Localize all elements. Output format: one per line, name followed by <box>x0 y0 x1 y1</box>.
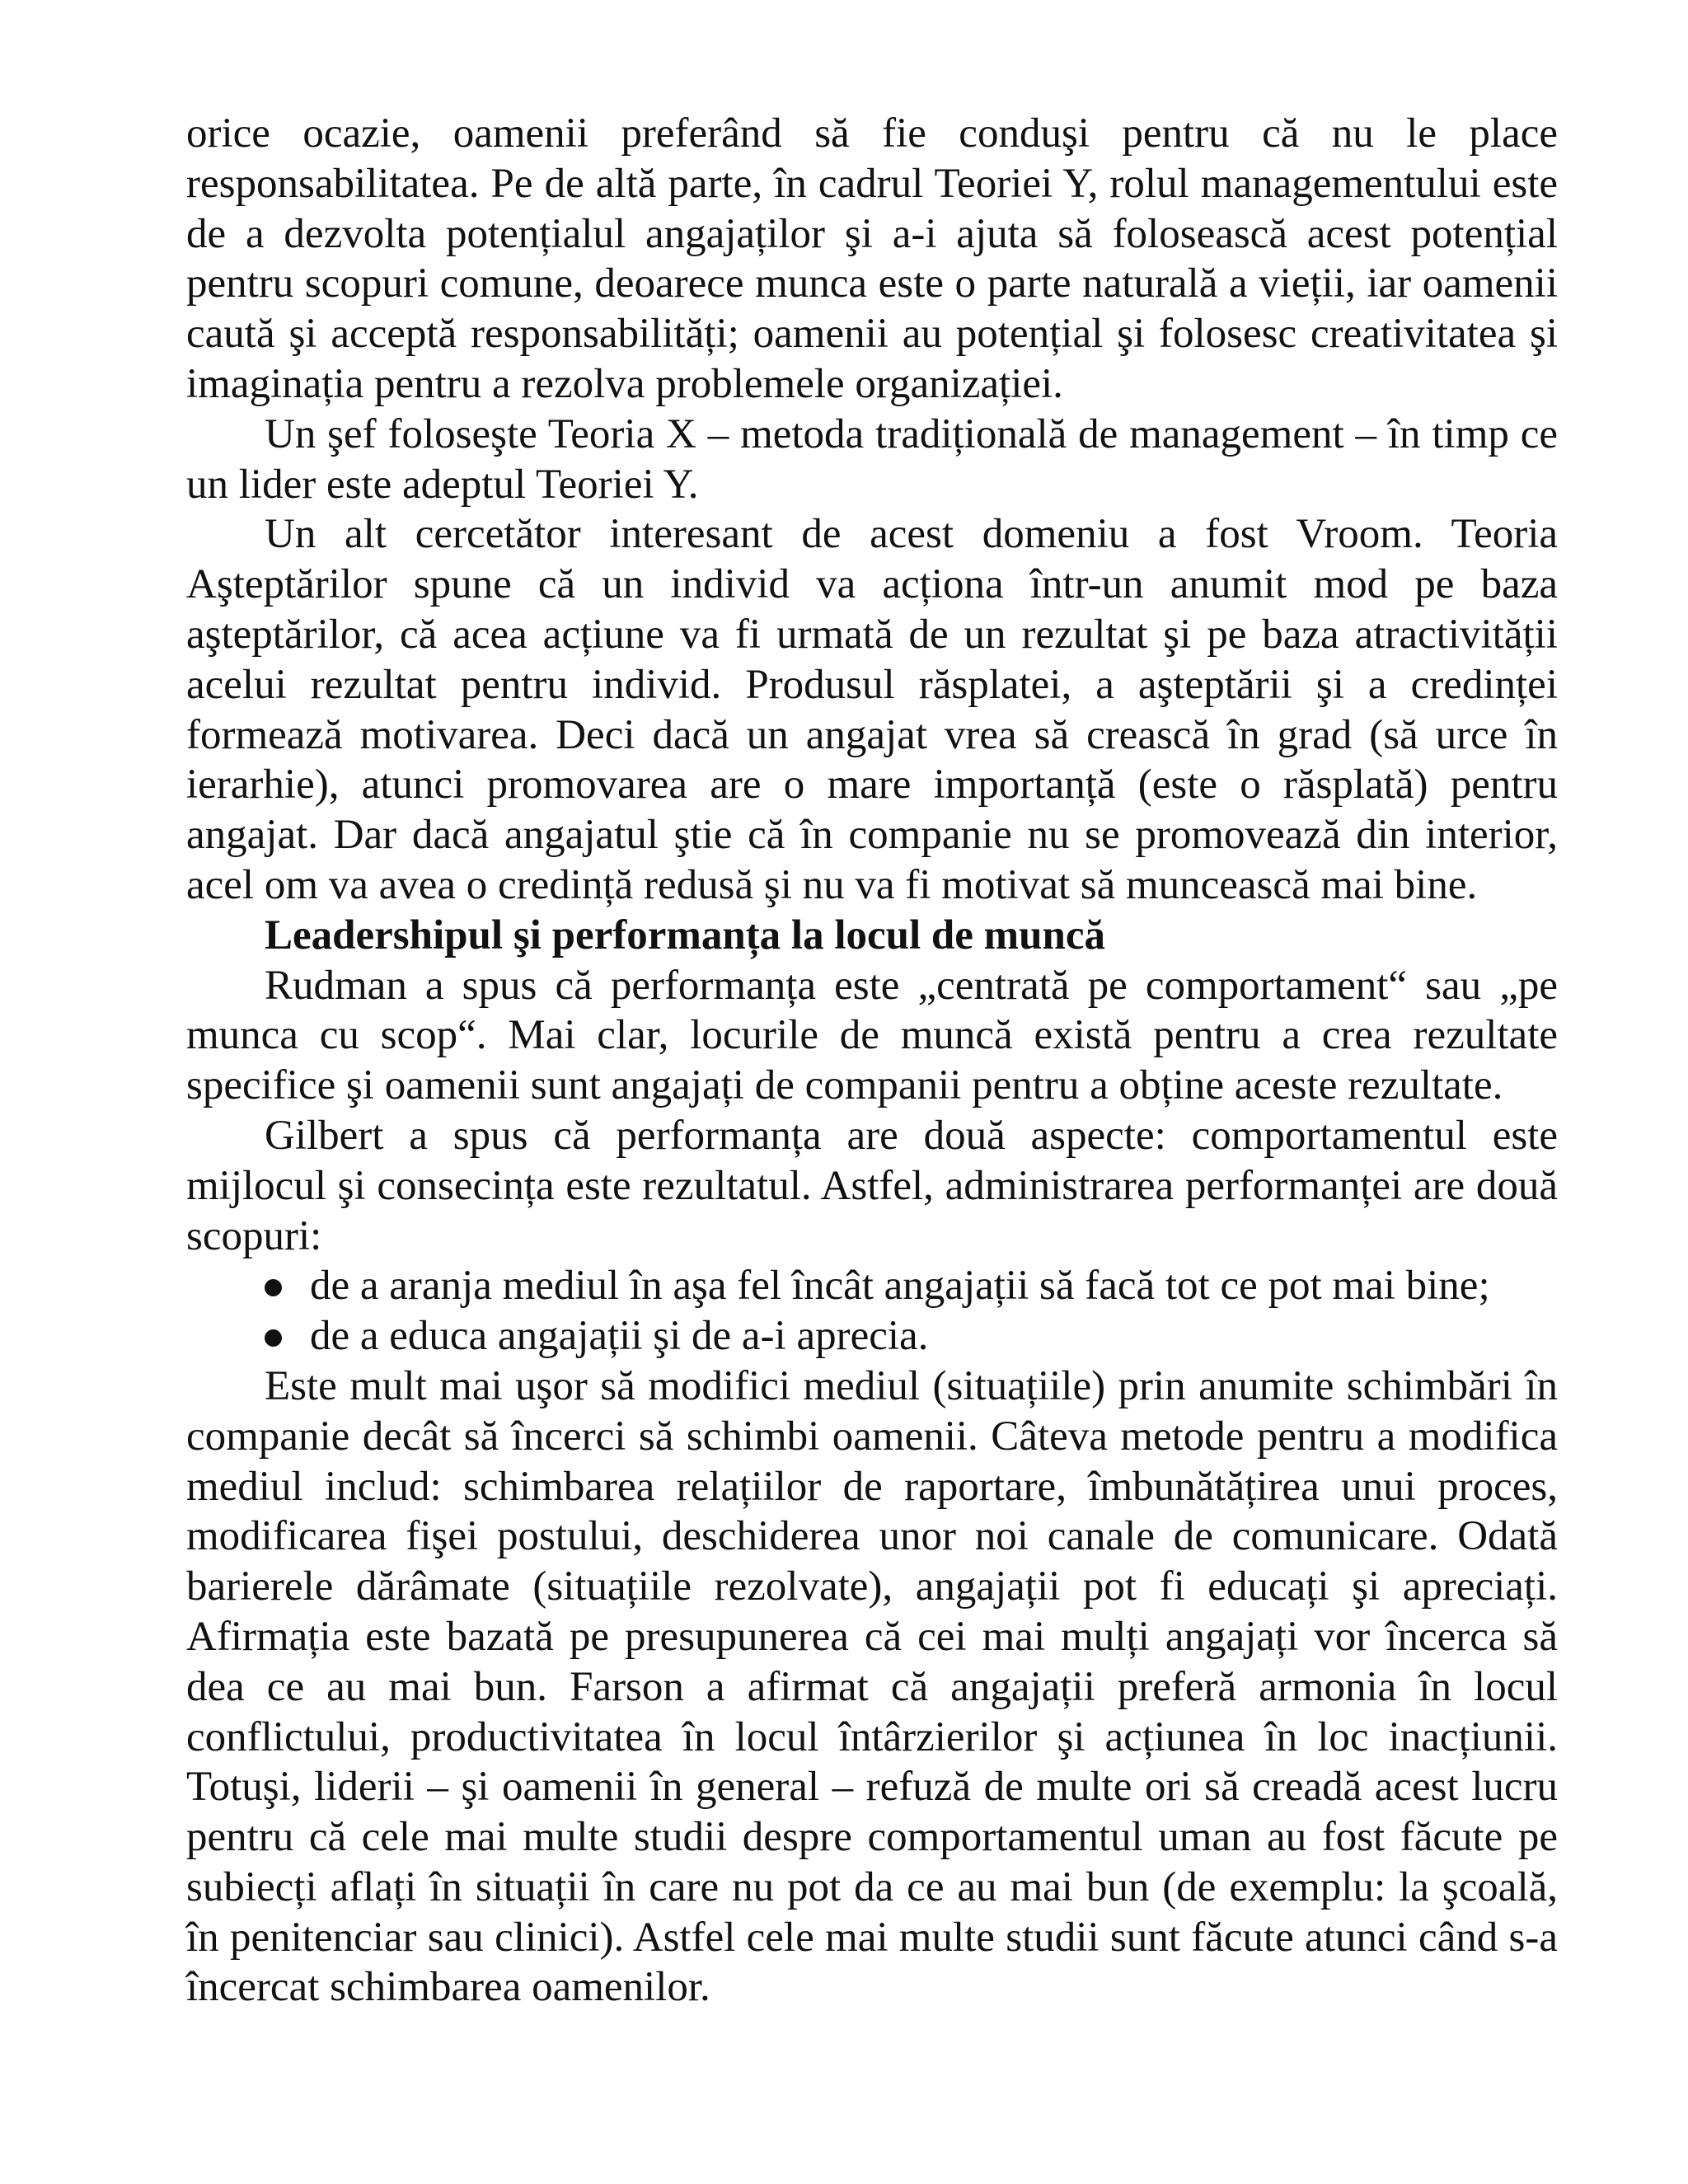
paragraph-teoria-x: Un şef foloseşte Teoria X – metoda tradițională de management – în timp ce un lider este adeptul Teoriei Y. <box>186 410 1558 508</box>
paragraph-continuation: orice ocazie, oamenii preferând să fie conduşi pentru că nu le place responsabilitatea. Pe de altă parte, în cadrul Teoriei Y, rolul managementului este de a dezvolta potențialul angajaților şi a-i ajuta să folosească acest potențial pentru scopuri comune, deoarece munca este o parte naturală a vieții, iar oamenii caută şi acceptă responsabilități; oamenii au potențial şi folosesc creativitatea şi imaginația pentru a rezolva problemele organizației. <box>186 110 1558 407</box>
paragraph-rudman: Rudman a spus că performanța este „centrată pe comportament“ sau „pe munca cu scop“. Mai clar, locurile de muncă există pentru a crea rezultate specifice şi oamenii sunt angajați de companii pentru a obține aceste rezultate. <box>186 962 1558 1109</box>
bullet-icon <box>265 1329 282 1347</box>
bullet-icon <box>265 1279 282 1296</box>
list-item <box>186 1311 1558 1361</box>
paragraph-gilbert: Gilbert a spus că performanța are două aspecte: comportamentul este mijlocul şi consecința este rezultatul. Astfel, administrarea performanței are două scopuri: <box>186 1112 1558 1259</box>
list-item-text: de a educa angajații şi de a-i aprecia. <box>310 1313 929 1360</box>
list-item <box>186 1261 1558 1311</box>
bullet-list <box>186 1261 1558 1361</box>
paragraph-vroom: Un alt cercetător interesant de acest domeniu a fost Vroom. Teoria Aşteptărilor spune că un individ va acționa într-un anumit mod pe baza aşteptărilor, că acea acțiune va fi urmată de un rezultat şi pe baza atractivității acelui rezultat pentru individ. Produsul răsplatei, a aşteptării şi a credinței formează motivarea. Deci dacă un angajat vrea să crească în grad (să urce în ierarhie), atunci promovarea are o mare importanță (este o răsplată) pentru angajat. Dar dacă angajatul ştie că în companie nu se promovează din interior, acel om va avea o credință redusă şi nu va fi motivat să muncească mai bine. <box>186 511 1558 908</box>
document-page <box>186 109 1558 2013</box>
list-item-text: de a aranja mediul în aşa fel încât angajații să facă tot ce pot mai bine; <box>310 1263 1490 1310</box>
paragraph-mediul: Este mult mai uşor să modifici mediul (situațiile) prin anumite schimbări în companie decât să încerci să schimbi oamenii. Câteva metode pentru a modifica mediul includ: schimbarea relațiilor de raportare, îmbunătățirea unui proces, modificarea fişei postului, deschiderea unor noi canale de comunicare. Odată barierele dărâmate (situațiile rezolvate), angajații pot fi educați şi apreciați. Afirmația este bazată pe presupunerea că cei mai mulți angajați vor încerca să dea ce au mai bun. Farson a afirmat că angajații preferă armonia în locul conflictului, productivitatea în locul întârzierilor şi acțiunea în loc inacțiunii. Totuşi, liderii – şi oamenii în general – refuză de multe ori să creadă acest lucru pentru că cele mai multe studii despre comportamentul uman au fost făcute pe subiecți aflați în situații în care nu pot da ce au mai bun (de exemplu: la şcoală, în penitenciar sau clinici). Astfel cele mai multe studii sunt făcute atunci când s-a încercat schimbarea oamenilor. <box>186 1362 1558 2011</box>
section-heading: Leadershipul şi performanța la locul de muncă <box>265 912 1106 958</box>
